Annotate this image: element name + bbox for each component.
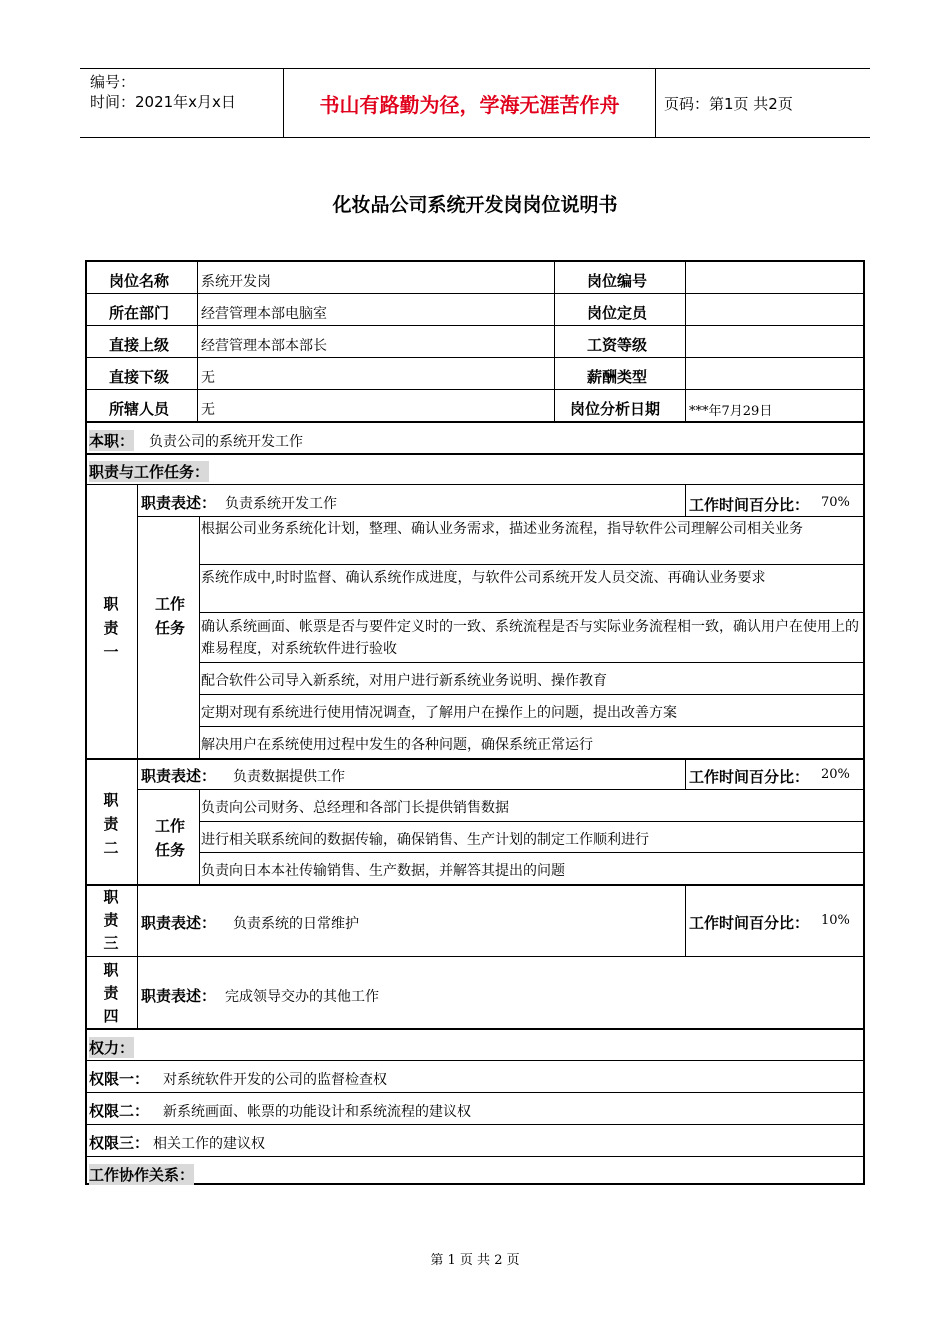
duty-one-task: 定期对现有系统进行使用情况调查，了解用户在操作上的问题，提出改善方案 <box>201 705 677 721</box>
duty-three-pct: 10% <box>821 913 850 928</box>
tasks-header: 职责与工作任务： <box>89 463 210 481</box>
duty-one-name: 职 责 一 <box>103 595 119 661</box>
cooperation-header: 工作协作关系： <box>89 1166 195 1184</box>
duty-one-desc-label: 职责表述： <box>141 494 217 512</box>
duty-two-task: 进行相关联系统间的数据传输，确保销售、生产计划的制定工作顺利进行 <box>201 832 649 848</box>
duty-one-pct: 70% <box>821 495 850 510</box>
department-value: 经营管理本部电脑室 <box>201 306 327 322</box>
document-title: 化妆品公司系统开发岗岗位说明书 <box>332 194 618 216</box>
salary-type-label: 薪酬类型 <box>587 368 648 386</box>
duty-one-task: 配合软件公司导入新系统，对用户进行新系统业务说明、操作教育 <box>201 673 607 689</box>
duty-one-pct-label: 工作时间百分比： <box>689 496 810 514</box>
superior-label: 直接上级 <box>109 336 170 354</box>
duty-label: 本职： <box>89 432 135 450</box>
header-meta <box>80 69 282 137</box>
power-header: 权力： <box>89 1039 135 1057</box>
page-header <box>80 68 870 138</box>
duty-two-desc-label: 职责表述： <box>141 767 217 785</box>
position-name-label: 岗位名称 <box>109 272 170 290</box>
power-one-label: 权限一： <box>89 1070 150 1088</box>
staff-label: 所辖人员 <box>109 400 170 418</box>
duty-one-task-label: 工作 任务 <box>154 595 185 637</box>
analysis-date-label: 岗位分析日期 <box>570 400 661 418</box>
page-footer: 第 1 页 共 2 页 <box>430 1253 520 1268</box>
subordinate-label: 直接下级 <box>109 368 170 386</box>
duty-one-task: 解决用户在系统使用过程中发生的各种问题，确保系统正常运行 <box>201 737 593 753</box>
duty-two-task: 负责向公司财务、总经理和各部门长提供销售数据 <box>201 800 509 816</box>
duty-two-desc: 负责数据提供工作 <box>233 769 345 785</box>
duty-two-task-label: 工作 任务 <box>154 817 185 859</box>
duty-two-task: 负责向日本本社传输销售、生产数据，并解答其提出的问题 <box>201 863 565 879</box>
power-three-value: 相关工作的建议权 <box>153 1136 265 1152</box>
staff-value: 无 <box>201 402 215 418</box>
subordinate-value: 无 <box>201 370 215 386</box>
duty-four-name: 职 责 四 <box>103 961 119 1025</box>
duty-four-desc-label: 职责表述： <box>141 987 217 1005</box>
department-label: 所在部门 <box>109 304 170 322</box>
position-name-value: 系统开发岗 <box>201 274 271 290</box>
number-label: 编号： <box>90 73 136 91</box>
motto: 书山有路勤为径，学海无涯苦作舟 <box>283 69 656 137</box>
duty-three-desc: 负责系统的日常维护 <box>233 916 359 932</box>
duty-one-task: 根据公司业务系统化计划，整理、确认业务需求，描述业务流程，指导软件公司理解公司相关业务 <box>201 521 803 537</box>
analysis-date-value: ***年7月29日 <box>689 404 773 419</box>
duty-one-task: 确认系统画面、帐票是否与要件定义时的一致、系统流程是否与实际业务流程相一致，确认用户在使用上的难易程度，对系统软件进行验收 <box>201 619 859 657</box>
duty-value: 负责公司的系统开发工作 <box>149 434 303 450</box>
power-one-value: 对系统软件开发的公司的监督检查权 <box>163 1072 387 1088</box>
time-label: 时间：2021年x月x日 <box>90 93 236 111</box>
position-code-label: 岗位编号 <box>587 272 648 290</box>
duty-four-desc: 完成领导交办的其他工作 <box>225 989 379 1005</box>
job-description-table <box>85 260 865 1185</box>
duty-two-pct-label: 工作时间百分比： <box>689 768 810 786</box>
duty-two-name: 职 责 二 <box>103 791 119 857</box>
duty-three-name: 职 责 三 <box>103 888 119 952</box>
duty-three-desc-label: 职责表述： <box>141 914 217 932</box>
duty-two-pct: 20% <box>821 767 850 782</box>
duty-one-task: 系统作成中,时时监督、确认系统作成进度，与软件公司系统开发人员交流、再确认业务要求 <box>201 570 766 586</box>
power-two-label: 权限二： <box>89 1102 150 1120</box>
power-two-value: 新系统画面、帐票的功能设计和系统流程的建议权 <box>163 1104 471 1120</box>
page-label: 页码：第1页 共2页 <box>664 95 793 113</box>
power-three-label: 权限三： <box>89 1134 150 1152</box>
wage-grade-label: 工资等级 <box>587 336 648 354</box>
duty-one-desc: 负责系统开发工作 <box>225 496 337 512</box>
position-quota-label: 岗位定员 <box>587 304 648 322</box>
superior-value: 经营管理本部本部长 <box>201 338 327 354</box>
duty-three-pct-label: 工作时间百分比： <box>689 914 810 932</box>
